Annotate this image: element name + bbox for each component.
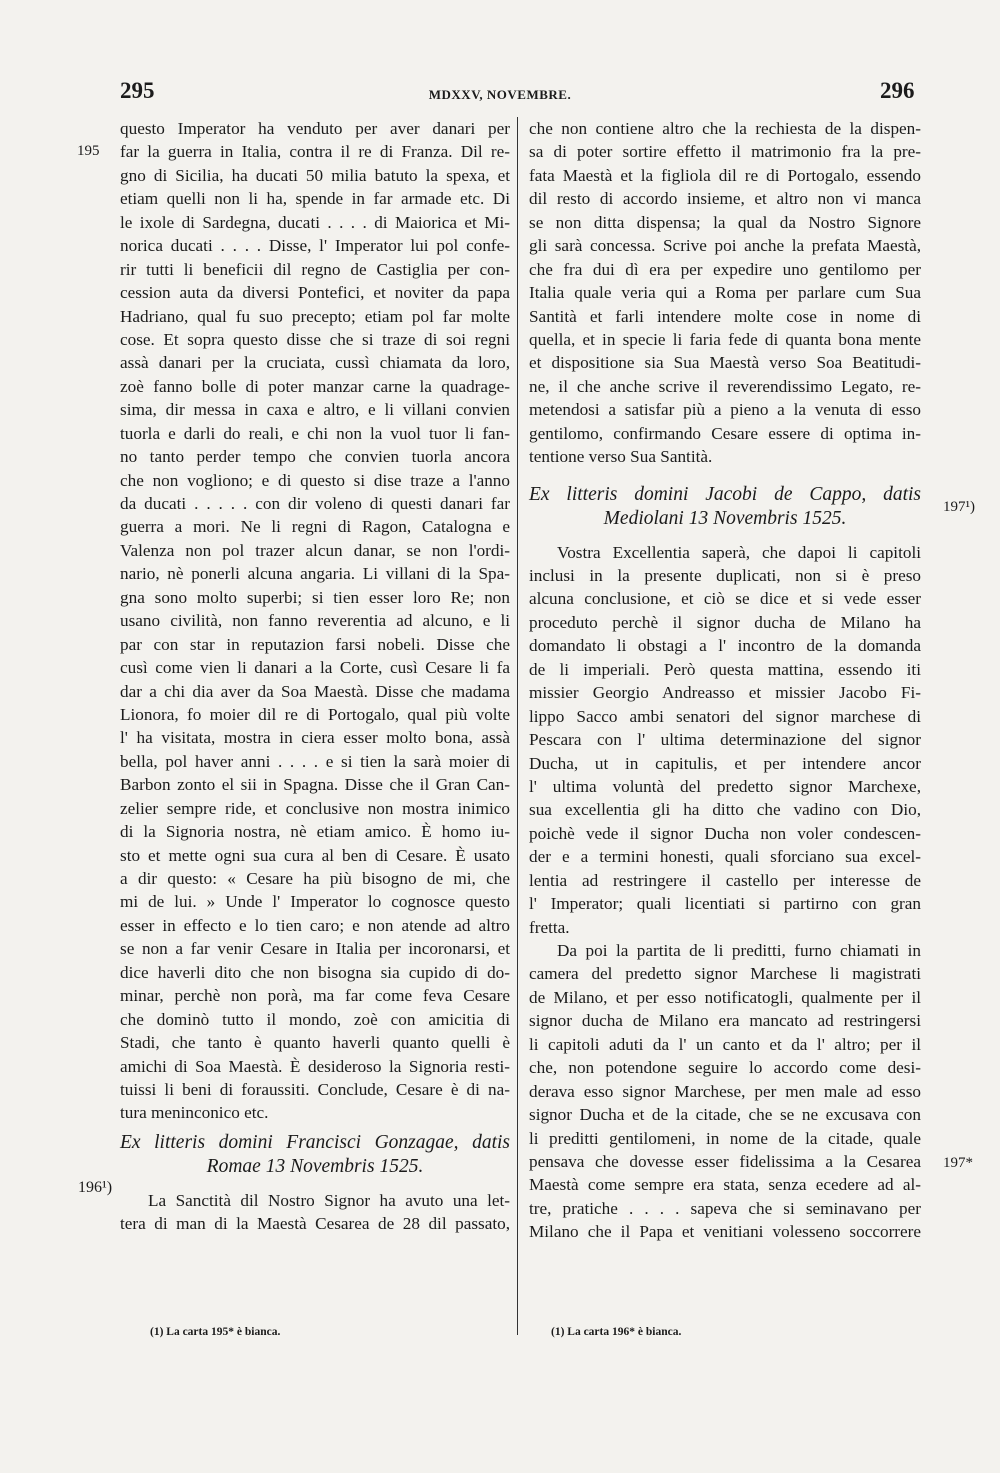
text-line: Milano che il Papa et venitiani volesseno soccorrere [529, 1222, 921, 1242]
text-line: fata Maestà et la figliola dil re di Portogalo, essendo [529, 165, 921, 185]
page-header [0, 78, 1000, 108]
right-column [529, 117, 921, 1244]
text-line: esser in effecto e lo tien caro; e non atende ad altro [120, 915, 510, 935]
text-line: domandato li obstagi a l' incontro de la domanda [529, 636, 921, 656]
text-line: ne, il che anche scrive il reverendissimo Legato, re- [529, 376, 921, 396]
text-line: tera di man di la Maestà Cesarea de 28 dil passato, [120, 1214, 510, 1234]
text-line: l' Imperator; quali licentiati si partirno con gran [529, 894, 921, 914]
margin-note-196: 196¹) [78, 1179, 113, 1196]
running-title: MDXXV, NOVEMBRE. [428, 87, 572, 102]
text-line: cession auta da diversi Pontefici, et noviter da papa [120, 283, 510, 303]
text-line: signor ducha de Milano era mancato ad restringersi [529, 1011, 921, 1031]
text-line: dil resto di accordo insieme, et altro non vi manca [529, 189, 921, 209]
text-line: Da poi la partita de li preditti, furno chiamati in [557, 941, 921, 960]
text-line: che non contiene altro che la rechiesta de la dispen- [529, 119, 921, 138]
text-line: et dispositione sia Sua Maestà verso Soa Beatitudi- [529, 353, 921, 373]
text-line: tre, pratiche . . . . sapeva che si seminavano per [529, 1198, 921, 1218]
text-line: Valenza non pol trazer alcun danar, se non l'ordi- [120, 540, 510, 560]
text-line: cose. Et sopra questo disse che si traze di soi regni [120, 329, 510, 349]
text-line: l' ultima voluntà del predetto signor Marchexe, [529, 776, 921, 796]
text-line: gli sarà concessa. Scrive poi anche la prefata Maestà, [529, 236, 921, 256]
text-line: camera del predetto signor Marchese li magistrati [529, 964, 921, 984]
text-line: Santità et farli intendere molte cose in nome di [529, 306, 921, 326]
text-line: che non vogliono; e di questo si dise traze a l'anno [120, 470, 510, 490]
letter-heading-gonzaga [120, 1125, 510, 1189]
text-line: mi de lui. » Unde l' Imperator lo cognosce questo [120, 892, 510, 912]
text-line: etiam quelli non li ha, spende in far armade etc. Di [120, 189, 510, 209]
text-line: zoè fanno bolle di poter manzar carne la quadrage- [120, 376, 510, 396]
text-line: alcuna conclusione, et ciò se dice et si vede esser [529, 589, 921, 609]
text-line: bella, pol haver anni . . . . e si tien la sarà moier di [120, 751, 510, 771]
right-letter-text [529, 541, 921, 1244]
text-line: Maestà come sempre era stata, senza ecedere ad al- [529, 1175, 921, 1195]
column-divider [517, 117, 518, 1335]
text-line: che, non potendone seguire lo accordo come desi- [529, 1058, 921, 1078]
left-page-number: 295 [120, 78, 155, 103]
text-line: signor Ducha et de la citade, che se ne excusava con [529, 1105, 921, 1125]
left-footnote: (1) La carta 195* è bianca. [150, 1326, 281, 1338]
text-line: gentilomo, confirmando Cesare essere di optima in- [529, 423, 921, 443]
text-line: norica ducati . . . . Disse, l' Imperator lui pol confe- [120, 236, 510, 256]
text-line: proceduto perchè il signor ducha de Milano ha [529, 612, 921, 632]
left-body-text [120, 117, 510, 1125]
right-body-text [529, 117, 921, 469]
text-line: inclusi in la presente duplicati, non si è preso [529, 566, 921, 585]
text-line: questo Imperator ha venduto per aver danari per [120, 119, 510, 138]
text-line: dar a chi dia aver da Soa Maestà. Disse che madama [120, 681, 510, 701]
margin-note-197-star: 197* [943, 1155, 973, 1171]
text-line: fretta. [529, 917, 570, 937]
text-line: derava esso signor Marchese, per men male ad esso [529, 1081, 921, 1101]
text-line: La Sanctità dil Nostro Signor ha avuto una let- [148, 1190, 510, 1210]
text-line: par con star in reputazion farsi nobeli. Disse che [120, 634, 510, 654]
text-line: a dir questo: « Cesare ha più bisogno de mi, che [120, 869, 510, 888]
left-letter-text [120, 1189, 510, 1236]
text-line: le ixole di Sardegna, ducati . . . . di Maiorica et Mi- [120, 212, 510, 232]
text-line: sa di poter sortire effetto il matrimonio fra la pre- [529, 142, 921, 162]
text-line: Lionora, fo moier dil re di Portogalo, qual più volte [120, 704, 510, 724]
text-line: Hadriano, qual fu suo precepto; etiam pol far molte [120, 306, 510, 326]
text-line: di la Signoria nostra, nè etiam amico. È homo iu- [120, 822, 510, 842]
text-line: sima, dir messa in caxa e altro, e li villani convien [120, 400, 510, 420]
text-line: de li imperiali. Però questa mattina, essendo iti [529, 659, 921, 679]
text-line: sto et mette ogni sua cura al ben di Cesare. È usato [120, 845, 510, 865]
text-line: se non a far venir Cesare in Italia per incoronarsi, et [120, 939, 510, 959]
text-line: zelier sempre ride, et conclusive non mostra inimico [120, 798, 510, 818]
text-line: quella, et in specie li faria fede di quanta bona mente [529, 329, 921, 349]
text-line: Stadi, che tanto è quanto haverli quanto quelli è [120, 1033, 510, 1053]
text-line: metendosi a satisfar più a pieno a la venuta di esso [529, 400, 921, 420]
margin-note-195: 195 [77, 143, 100, 159]
text-line: da ducati . . . . . con dir voleno di questi danari far [120, 494, 510, 513]
letter-heading-cappo [529, 469, 921, 541]
heading-line: Romae 13 Novembris 1525. [206, 1155, 424, 1177]
text-line: pensava che dovesse esser fidelissima a la Cesarea [529, 1151, 921, 1171]
text-line: gno di Sicilia, ha ducati 50 milia batuto la spexa, et [120, 165, 510, 185]
text-line: guerra a mori. Ne li regni di Ragon, Catalogna e [120, 517, 510, 537]
text-line: Barbon zonto el sii in Spagna. Disse che il Gran Can- [120, 775, 510, 795]
text-line: tentione verso Sua Santità. [529, 447, 713, 467]
text-line: der e a termini honesti, quali sforciano sua excel- [529, 847, 921, 867]
text-line: nario, nè ponerli alcuna angaria. Li villani di la Spa- [120, 564, 510, 584]
text-line: gna sono molto superbi; si tien esser loro Re; non [120, 587, 510, 607]
text-line: tuorla e darli do reali, e chi non la vuol tuor li fan- [120, 423, 510, 443]
text-line: sua excellentia gli ha ditto che vadino con Dio, [529, 800, 921, 820]
margin-note-197-1: 197¹) [943, 499, 975, 515]
text-line: lippo Sacco ambi senatori del signor marchese di [529, 706, 921, 726]
text-line: l' ha visitata, mostra in ciera esser molto bona, assà [120, 728, 510, 748]
text-line: Ducha, ut in capitulis, et per intendere ancor [529, 753, 921, 773]
heading-line: Ex litteris domini Francisci Gonzagae, datis [120, 1131, 510, 1153]
text-line: Pescara con l' ultima determinazione del signor [529, 730, 921, 750]
text-line: li preditti gentilomeni, in nome de la citade, quale [529, 1128, 921, 1148]
text-line: rir tutti li beneficii dil regno de Castiglia per con- [120, 259, 510, 279]
text-line: tura meninconico etc. [120, 1103, 269, 1123]
text-line: tuissi li beni di foraussiti. Conclude, Cesare è di na- [120, 1079, 510, 1099]
text-line: assà danari per la cruciata, cussì chiamata da loro, [120, 353, 510, 373]
text-line: li capitoli aduti da l' un canto et da l' altro; per il [529, 1034, 921, 1054]
text-line: che dominò tutto il mondo, zoè con amicitia di [120, 1009, 510, 1029]
text-line: de Milano, et per esso notificatogli, qualmente per il [529, 987, 921, 1007]
text-line: amichi di Soa Maestà. È desideroso la Signoria resti- [120, 1056, 510, 1076]
right-page-number: 296 [880, 78, 915, 103]
text-line: usano civilità, non fanno reverentia ad alcuno, e li [120, 611, 510, 631]
text-line: far la guerra in Italia, contra il re di Franza. Dil re- [120, 142, 510, 162]
text-line: se non ditta dispensa; la qual da Nostro Signore [529, 212, 921, 232]
right-footnote: (1) La carta 196* è bianca. [551, 1326, 682, 1338]
text-line: no tanto perder tempo che convien tuorla ancora [120, 447, 510, 467]
text-line: Italia quale veria qui a Roma per parlare cum Sua [529, 283, 921, 303]
text-line: che fra dui dì era per expedire uno gentilomo per [529, 259, 921, 279]
text-line: minar, perchè non porà, ma far come feva Cesare [120, 986, 510, 1006]
text-line: Vostra Excellentia saperà, che dapoi li capitoli [557, 542, 921, 562]
heading-line: Ex litteris domini Jacobi de Cappo, datis [529, 483, 921, 505]
text-line: dice haverli dito che non bisogna sia cupido di do- [120, 962, 510, 982]
text-line: missier Georgio Andreasso et missier Jacobo Fi- [529, 683, 921, 703]
text-line: cusì come vien li danari a la Corte, cusì Cesare li fa [120, 658, 510, 678]
text-line: lentia ad restringere il castello per interesse de [529, 870, 921, 890]
left-column [120, 117, 510, 1236]
heading-line: Mediolani 13 Novembris 1525. [603, 507, 847, 529]
text-line: poichè vede il signor Ducha non voler condescen- [529, 823, 921, 843]
